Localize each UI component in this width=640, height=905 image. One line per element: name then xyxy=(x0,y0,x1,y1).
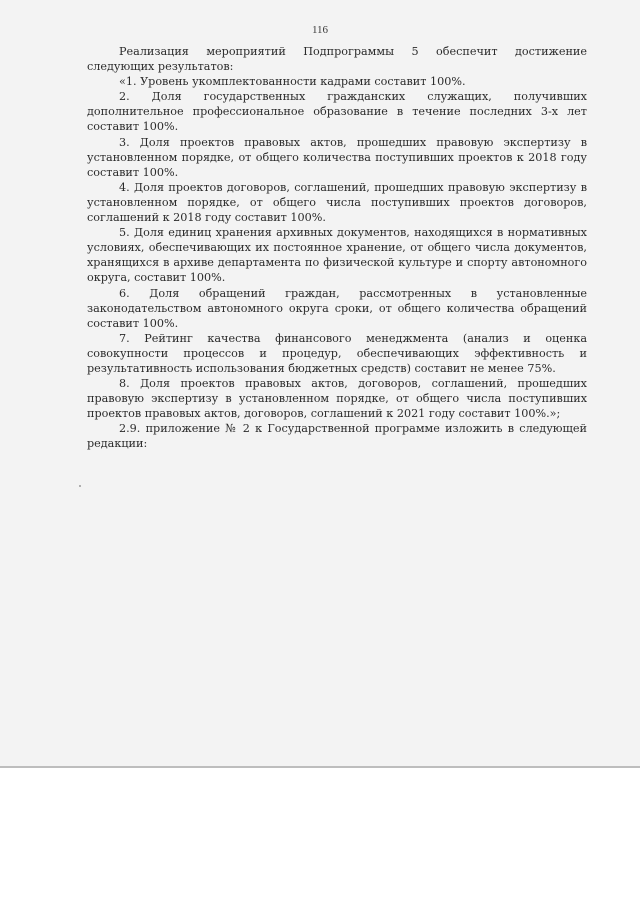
document-text xyxy=(87,44,587,452)
paragraph-intro: Реализация мероприятий Подпрограммы 5 обеспечит достижение следующих результатов: xyxy=(87,45,587,74)
paragraph-item-5: 5. Доля единиц хранения архивных документов, находящихся в нормативных условиях, обеспечивающих их постоянное хранение, от общего числа документов, хранящихся в архиве департамента по физической культуре и спорту автономного округа, составит 100%. xyxy=(87,226,587,285)
paragraph-amendment-2-9: 2.9. приложение № 2 к Государственной программе изложить в следующей редакции: xyxy=(87,422,587,451)
paragraph-item-8: 8. Доля проектов правовых актов, договоров, соглашений, прошедших правовую экспертизу в установленном порядке, от общего числа поступивших проектов правовых актов, договоров, соглашений к 2021 году составит 100%.»; xyxy=(87,377,587,421)
paragraph-item-1: «1. Уровень укомплектованности кадрами составит 100%. xyxy=(119,75,466,89)
paragraph-item-2: 2. Доля государственных гражданских служащих, получивших дополнительное профессиональное образование в течение последних 3-х лет составит 100%. xyxy=(87,90,587,134)
page-number: 116 xyxy=(311,24,329,36)
paragraph-item-3: 3. Доля проектов правовых актов, прошедших правовую экспертизу в установленном порядке, от общего количества поступивших проектов к 2018 году составит 100%. xyxy=(87,135,587,179)
paragraph-item-7: 7. Рейтинг качества финансового менеджмента (анализ и оценка совокупности процессов и процедур, обеспечивающих эффективность и результативность использования бюджетных средств) составит не менее 75%. xyxy=(87,331,587,375)
paragraph-item-6: 6. Доля обращений граждан, рассмотренных в установленные законодательством автономного округа сроки, от общего количества обращений составит 100%. xyxy=(87,286,587,330)
scan-speck xyxy=(79,485,81,487)
paragraph-item-4: 4. Доля проектов договоров, соглашений, прошедших правовую экспертизу в установленном порядке, от общего числа поступивших проектов договоров, соглашений к 2018 году составит 100%. xyxy=(87,180,587,225)
